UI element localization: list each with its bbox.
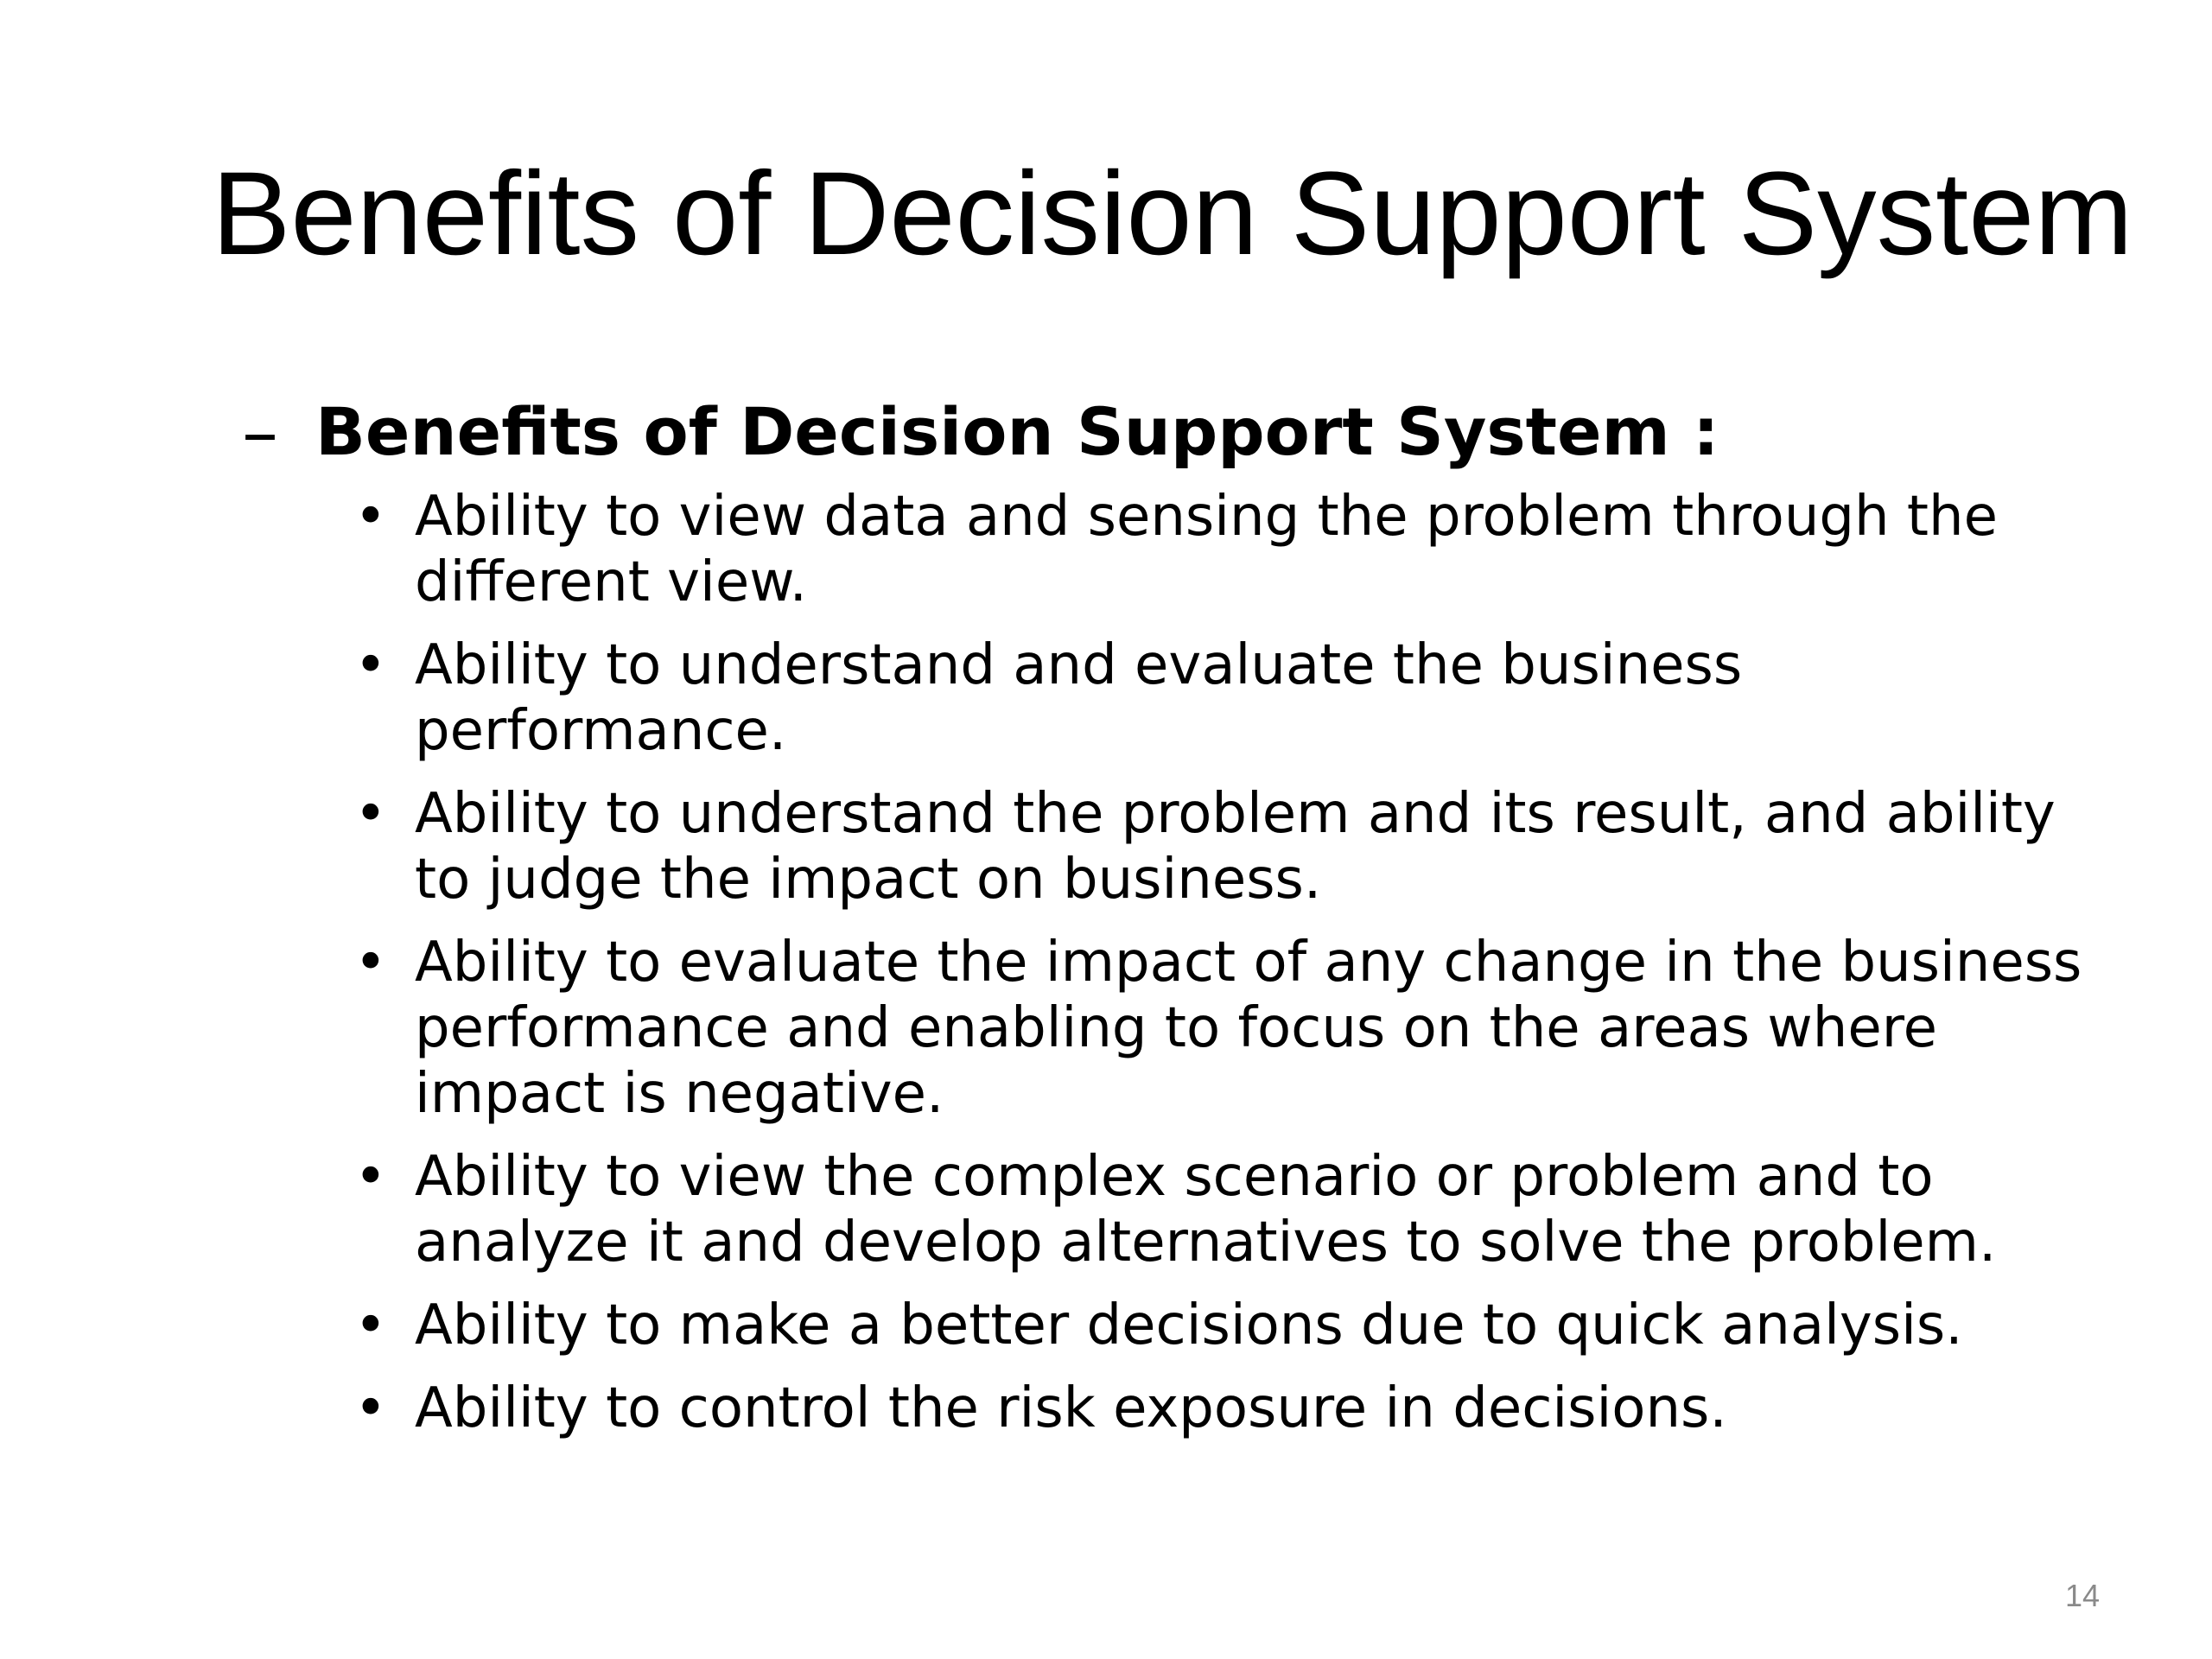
section-heading-text: Benefits of Decision Support System : xyxy=(315,393,1719,470)
page-number: 14 xyxy=(2065,1578,2101,1613)
bullet-icon: • xyxy=(354,485,387,549)
bullet-item xyxy=(354,930,2082,1127)
bullet-item xyxy=(354,484,2082,615)
dash-marker: – xyxy=(242,390,278,474)
bullet-icon: • xyxy=(354,782,387,846)
bullet-text: Ability to understand and evaluate the business performance. xyxy=(415,633,1743,763)
bullet-text: Ability to evaluate the impact of any change in the business performance and enabling to focus on the areas where impact is negative. xyxy=(415,931,2082,1126)
bullet-icon: • xyxy=(354,633,387,697)
bullet-text: Ability to make a better decisions due to quick analysis. xyxy=(415,1294,1963,1357)
bullet-text: Ability to view data and sensing the problem through the different view. xyxy=(415,485,1998,614)
bullet-text: Ability to view the complex scenario or problem and to analyze it and develop alternatives to solve the problem. xyxy=(415,1145,1997,1274)
slide-content xyxy=(242,389,2082,1441)
bullet-text: Ability to understand the problem and its result, and ability to judge the impact on business. xyxy=(415,782,2056,912)
slide-title: Benefits of Decision Support System xyxy=(212,148,2133,280)
bullet-item xyxy=(354,1293,2082,1358)
bullet-icon: • xyxy=(354,931,387,995)
bullet-item xyxy=(354,781,2082,912)
bullet-icon: • xyxy=(354,1145,387,1209)
section-heading xyxy=(242,389,2082,484)
bullet-text: Ability to control the risk exposure in decisions. xyxy=(415,1376,1727,1440)
bullet-list xyxy=(354,484,2082,1441)
bullet-icon: • xyxy=(354,1294,387,1357)
bullet-item xyxy=(354,1376,2082,1441)
bullet-item xyxy=(354,1144,2082,1275)
bullet-icon: • xyxy=(354,1376,387,1440)
bullet-item xyxy=(354,632,2082,764)
